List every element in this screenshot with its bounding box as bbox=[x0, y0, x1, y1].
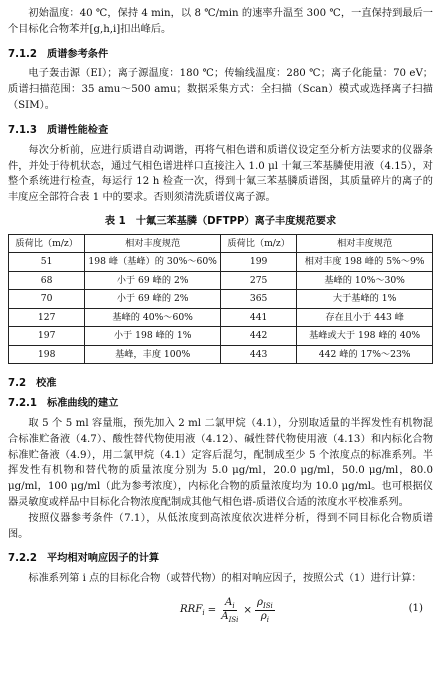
formula-1 bbox=[8, 591, 433, 631]
section-heading-7-1-3: 7.1.3 质谱性能检查 bbox=[8, 124, 109, 136]
formula-number: (1) bbox=[408, 603, 423, 614]
table-cell: 275 bbox=[220, 271, 296, 290]
table-cell: 127 bbox=[9, 308, 85, 327]
header-abundance-1: 相对丰度规范 bbox=[85, 234, 221, 253]
table-cell: 197 bbox=[9, 327, 85, 346]
table-cell: 365 bbox=[220, 290, 296, 309]
paragraph-ms-conditions: 电子轰击源（EI）；离子源温度：180 ℃；传输线温度：280 ℃；离子化能量：70 eV；质谱扫描范围：35 amu～500 amu；数据采集方式：全扫描（Scan）模式或选择离子扫描（SIM）。 bbox=[8, 68, 433, 112]
table-cell: 大于基峰的 1% bbox=[297, 290, 433, 309]
table-cell: 442 峰的 17%～23% bbox=[297, 345, 433, 364]
table-cell: 68 bbox=[9, 271, 85, 290]
formula-lhs: $RRF_i$ bbox=[180, 604, 205, 618]
section-heading-7-2-1: 7.2.1 标准曲线的建立 bbox=[8, 398, 119, 410]
paragraph-ms-check: 每次分析前，应进行质谱自动调谐，再将气相色谱和质谱仪设定至分析方法要求的仪器条件，并处于待机状态，通过气相色谱进样口直接注入 1.0 μl 十氟三苯基膦使用液（4.15），对整个系统进行检查，每运行 12 h 检查一次，得到十氟三苯基膦质谱图，其质量碎片的离子的丰度应全部符合表 1 中的要求。否则须清洗质谱仪离子源。 bbox=[8, 144, 433, 204]
paragraph-rrf-intro: 标准系列第 i 点的目标化合物（或替代物）的相对响应因子，按照公式（1）进行计算： bbox=[28, 573, 422, 585]
table-row bbox=[9, 271, 433, 290]
formula-equals: = bbox=[207, 604, 217, 616]
section-heading-7-2-2: 7.2.2 平均相对响应因子的计算 bbox=[8, 553, 160, 565]
table-cell: 198 bbox=[9, 345, 85, 364]
header-abundance-2: 相对丰度规范 bbox=[297, 234, 433, 253]
paragraph-analysis-order: 按照仪器参考条件（7.1），从低浓度到高浓度依次进样分析，得到不同目标化合物质谱图。 bbox=[8, 512, 433, 540]
table-row bbox=[9, 327, 433, 346]
table-cell: 51 bbox=[9, 253, 85, 272]
table-cell: 70 bbox=[9, 290, 85, 309]
paragraph-calibration: 取 5 个 5 ml 容量瓶，预先加入 2 ml 二氯甲烷（4.1），分别取适量的半挥发性有机物混合标准贮备液（4.7）、酸性替代物使用液（4.12）、碱性替代物使用液（4.13）和内标化合物标准贮备液（4.9），用二氯甲烷（4.1）定容后混匀，配制成至少 5 个浓度点的标准系列。半挥发性有机物和替代物的质量浓度分别为 5.0 μg/ml，20.0 μg/ml，50.0 μg/ml，80.0 μg/ml，100 μg/ml（此为参考浓度），内标化合物的质量浓度均为 10.0 μg/ml。也可根据仪器灵敏度或样品中目标化合物浓度配制成其他气相色谱-质谱仪合适的浓度水平校准系列。 bbox=[8, 417, 433, 508]
header-mz-1: 质荷比（m/z） bbox=[9, 234, 85, 253]
table-cell: 小于 69 峰的 2% bbox=[85, 271, 221, 290]
table-cell: 443 bbox=[220, 345, 296, 364]
header-mz-2: 质荷比（m/z） bbox=[220, 234, 296, 253]
table-header-row bbox=[9, 234, 433, 253]
table-cell: 基峰的 10%～30% bbox=[297, 271, 433, 290]
intro-paragraph: 初始温度：40 ℃，保持 4 min，以 8 ℃/min 的速率升温至 300 ℃，一直保持到最后一个目标化合物苯并[g,h,i]扣出峰后。 bbox=[8, 8, 433, 35]
table-cell: 基峰的 40%～60% bbox=[85, 308, 221, 327]
table-row bbox=[9, 253, 433, 272]
fraction-concentration-ratio: $\frac{\rho_{ISi}}{\rho_i}$ bbox=[256, 597, 273, 625]
section-heading-7-2: 7.2 校准 bbox=[8, 378, 57, 390]
formula-times: × bbox=[243, 604, 252, 616]
table-cell: 442 bbox=[220, 327, 296, 346]
table-title: 表 1 十氟三苯基膦（DFTPP）离子丰度规范要求 bbox=[104, 215, 337, 227]
table-row bbox=[9, 345, 433, 364]
dftpp-table bbox=[8, 234, 433, 365]
table-cell: 441 bbox=[220, 308, 296, 327]
table-cell: 基峰，丰度 100% bbox=[85, 345, 221, 364]
table-cell: 小于 69 峰的 2% bbox=[85, 290, 221, 309]
table-row bbox=[9, 290, 433, 309]
fraction-area-ratio: $\frac{A_i}{A_{ISi}}$ bbox=[221, 597, 239, 625]
table-cell: 基峰或大于 198 峰的 40% bbox=[297, 327, 433, 346]
table-cell: 小于 198 峰的 1% bbox=[85, 327, 221, 346]
table-row bbox=[9, 308, 433, 327]
table-cell: 相对丰度 198 峰的 5%～9% bbox=[297, 253, 433, 272]
table-cell: 198 峰（基峰）的 30%～60% bbox=[85, 253, 221, 272]
section-heading-7-1-2: 7.1.2 质谱参考条件 bbox=[8, 48, 109, 60]
table-cell: 存在且小于 443 峰 bbox=[297, 308, 433, 327]
table-cell: 199 bbox=[220, 253, 296, 272]
